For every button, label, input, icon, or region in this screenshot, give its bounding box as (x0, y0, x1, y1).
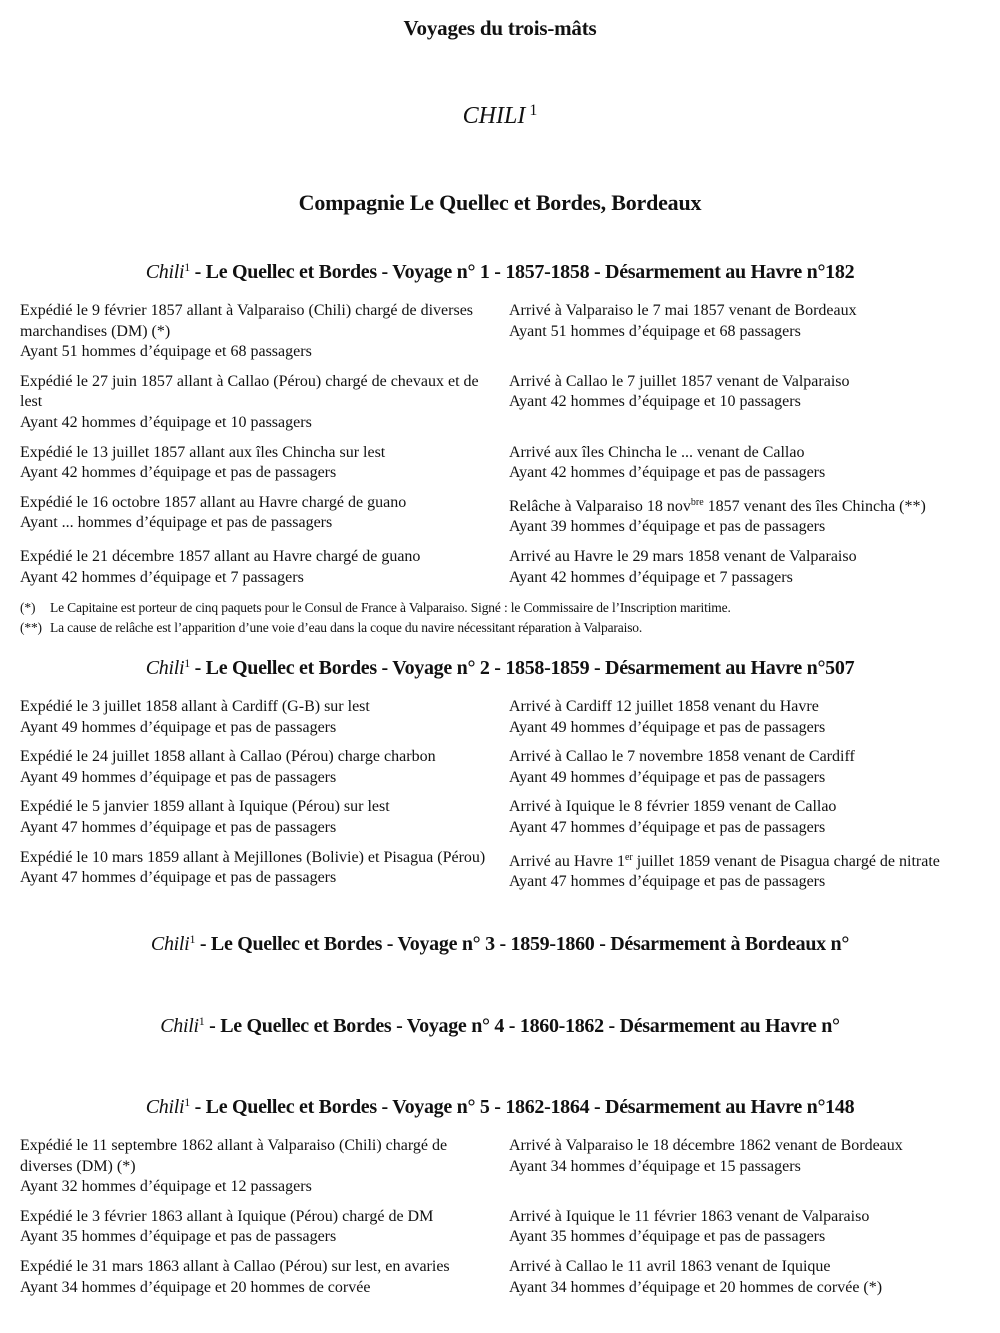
crew-text: Ayant 42 hommes d’équipage et pas de passagers (509, 464, 826, 482)
voyage-leg (20, 372, 980, 434)
voyage-leg (20, 1257, 980, 1298)
arrival-entry (509, 747, 979, 788)
crew-text: Ayant 39 hommes d’équipage et pas de passagers (509, 518, 826, 536)
voyage-note-ref: 1 (184, 1095, 190, 1109)
voyage-1-header (0, 260, 1000, 284)
ship-name: CHILI (462, 103, 526, 129)
arrival-entry (509, 547, 979, 588)
departure-entry (20, 747, 490, 788)
crew-text: Ayant 49 hommes d’équipage et pas de passagers (509, 718, 826, 736)
voyage-leg (20, 747, 980, 788)
voyage-header-text: - Le Quellec et Bordes - Voyage n° 2 - 1858-1859 - Désarmement au Havre n°507 (189, 657, 855, 679)
departure-text: Expédié le 3 juillet 1858 allant à Cardiff (G-B) sur lest (20, 698, 370, 715)
departure-entry (20, 848, 490, 893)
voyage-leg (20, 547, 980, 588)
arrival-entry (509, 301, 979, 363)
crew-text: Ayant 51 hommes d’équipage et 68 passagers (20, 343, 312, 361)
arrival-text: Arrivé au Havre le 29 mars 1858 venant de Valparaiso (509, 547, 857, 565)
departure-text: Expédié le 16 octobre 1857 allant au Havre chargé de guano (20, 493, 407, 511)
crew-text: Ayant 42 hommes d’équipage et 10 passagers (509, 393, 801, 411)
voyage-header-text: - Le Quellec et Bordes - Voyage n° 1 - 1857-1858 - Désarmement au Havre n°182 (189, 261, 855, 283)
document-title: Voyages du trois-mâts (403, 16, 597, 40)
crew-text: Ayant 42 hommes d’équipage et 7 passagers (509, 568, 793, 586)
arrival-text (509, 848, 979, 873)
voyage-ship-name: Chili (150, 933, 190, 955)
voyage-5-body (20, 1136, 980, 1307)
stopover-text-start: Relâche à Valparaiso 18 nov (509, 497, 691, 515)
arrival-text: Arrivé à Valparaiso le 7 mai 1857 venant de Bordeaux (509, 302, 857, 319)
stopover-text-end: 1857 venant des îles Chincha (**) (703, 497, 926, 515)
departure-text: Expédié le 10 mars 1859 allant à Mejillones (Bolivie) et Pisagua (Pérou) (20, 848, 486, 866)
crew-text: Ayant 49 hommes d’équipage et pas de passagers (20, 718, 337, 736)
crew-text: Ayant 47 hommes d’équipage et pas de passagers (509, 818, 826, 836)
crew-text: Ayant 42 hommes d’équipage et pas de passagers (20, 464, 337, 482)
departure-entry (20, 372, 490, 434)
stopover-entry (509, 493, 979, 538)
departure-entry (20, 1207, 490, 1248)
voyage-ship-name: Chili (145, 261, 185, 283)
departure-text: Expédié le 27 juin 1857 allant à Callao (Pérou) chargé de chevaux et de lest (20, 372, 479, 411)
crew-text: Ayant 49 hommes d’équipage et pas de passagers (509, 768, 826, 786)
abbrev-superscript: bre (690, 496, 704, 508)
ship-note-ref: 1 (529, 102, 538, 119)
footnote-mark: (*) (20, 600, 36, 615)
arrival-text: Arrivé à Callao le 7 novembre 1858 venant de Cardiff (509, 748, 855, 766)
arrival-text: Arrivé à Callao le 11 avril 1863 venant de Iquique (509, 1257, 831, 1275)
crew-text: Ayant 32 hommes d’équipage et 12 passagers (20, 1178, 312, 1196)
departure-text: Expédié le 31 mars 1863 allant à Callao (Pérou) sur lest, en avaries (20, 1257, 450, 1275)
arrival-text: Arrivé à Callao le 7 juillet 1857 venant de Valparaiso (509, 372, 850, 390)
crew-text: Ayant 47 hommes d’équipage et pas de passagers (20, 869, 337, 887)
voyage-header-text: - Le Quellec et Bordes - Voyage n° 4 - 1860-1862 - Désarmement au Havre n° (204, 1015, 840, 1037)
crew-text: Ayant 42 hommes d’équipage et 7 passagers (20, 568, 304, 586)
voyage-note-ref: 1 (184, 656, 190, 670)
voyage-1-footnotes (20, 598, 980, 638)
departure-entry (20, 547, 490, 588)
departure-text: Expédié le 21 décembre 1857 allant au Havre chargé de guano (20, 547, 421, 565)
arrival-text-end: juillet 1859 venant de Pisagua chargé de nitrate (632, 852, 940, 870)
voyage-4-header (0, 1014, 1000, 1038)
voyage-leg (20, 848, 980, 893)
departure-entry (20, 797, 490, 838)
departure-text: Expédié le 11 septembre 1862 allant à Valparaiso (Chili) chargé de diverses (DM) (*) (20, 1137, 448, 1175)
arrival-text: Arrivé à Valparaiso le 18 décembre 1862 venant de Bordeaux (509, 1137, 903, 1154)
voyage-leg (20, 697, 980, 738)
departure-entry (20, 493, 490, 538)
voyage-header-text: - Le Quellec et Bordes - Voyage n° 3 - 1859-1860 - Désarmement à Bordeaux n° (195, 933, 850, 955)
arrival-text: Arrivé à Cardiff 12 juillet 1858 venant du Havre (509, 698, 819, 715)
voyage-leg (20, 301, 980, 363)
voyage-leg (20, 1207, 980, 1248)
arrival-entry (509, 697, 979, 738)
voyage-leg (20, 1136, 980, 1198)
departure-entry (20, 1257, 490, 1298)
crew-text: Ayant 35 hommes d’équipage et pas de passagers (509, 1228, 826, 1246)
arrival-text: Arrivé à Iquique le 8 février 1859 venant de Callao (509, 798, 837, 816)
crew-text: Ayant 34 hommes d’équipage et 15 passagers (509, 1157, 801, 1175)
company-heading: Compagnie Le Quellec et Bordes, Bordeaux (298, 190, 702, 215)
crew-text: Ayant 47 hommes d’équipage et pas de passagers (20, 818, 337, 836)
voyage-leg (20, 797, 980, 838)
departure-text: Expédié le 5 janvier 1859 allant à Iquique (Pérou) sur lest (20, 798, 390, 816)
voyage-note-ref: 1 (189, 932, 196, 946)
departure-text: Expédié le 9 février 1857 allant à Valparaiso (Chili) chargé de diverses marchandises (DM) (*) (20, 302, 474, 340)
crew-text: Ayant 47 hommes d’équipage et pas de passagers (509, 873, 826, 891)
voyage-3-header (0, 932, 1000, 956)
footnote-mark: (**) (20, 620, 42, 635)
footnote-text: La cause de relâche est l’apparition d’une voie d’eau dans la coque du navire nécessitant réparation à Valparaiso. (50, 620, 643, 635)
voyage-ship-name: Chili (160, 1015, 199, 1037)
departure-entry (20, 1136, 490, 1198)
footnote (20, 598, 980, 618)
voyage-header-text: - Le Quellec et Bordes - Voyage n° 5 - 1862-1864 - Désarmement au Havre n°148 (189, 1096, 855, 1118)
departure-text: Expédié le 13 juillet 1857 allant aux îles Chincha sur lest (20, 443, 386, 461)
voyage-leg (20, 493, 980, 538)
crew-text: Ayant 51 hommes d’équipage et 68 passagers (509, 322, 801, 340)
voyage-2-body (20, 697, 980, 902)
arrival-text: Arrivé à Iquique le 11 février 1863 venant de Valparaiso (509, 1207, 870, 1225)
arrival-entry (509, 1136, 979, 1198)
arrival-entry (509, 1257, 979, 1298)
voyage-note-ref: 1 (198, 1014, 205, 1028)
stopover-text (509, 493, 979, 518)
footnote (20, 618, 980, 638)
arrival-entry (509, 1207, 979, 1248)
footnote-text: Le Capitaine est porteur de cinq paquets pour le Consul de France à Valparaiso. Signé : le Commissaire de l’Inscription maritime. (50, 600, 731, 615)
arrival-entry (509, 443, 979, 484)
ordinal-superscript: er (624, 851, 633, 863)
departure-entry (20, 301, 490, 363)
voyage-ship-name: Chili (145, 657, 185, 679)
arrival-entry (509, 797, 979, 838)
crew-text: Ayant 49 hommes d’équipage et pas de passagers (20, 768, 337, 786)
arrival-text: Arrivé aux îles Chincha le ... venant de Callao (509, 443, 805, 461)
departure-entry (20, 697, 490, 738)
crew-text: Ayant ... hommes d’équipage et pas de passagers (20, 514, 333, 532)
departure-text: Expédié le 3 février 1863 allant à Iquique (Pérou) chargé de DM (20, 1207, 434, 1225)
voyage-ship-name: Chili (145, 1096, 185, 1118)
crew-text: Ayant 34 hommes d’équipage et 20 hommes de corvée (20, 1278, 371, 1296)
arrival-entry (509, 372, 979, 434)
voyage-2-header (0, 656, 1000, 680)
departure-text: Expédié le 24 juillet 1858 allant à Callao (Pérou) charge charbon (20, 748, 436, 766)
arrival-text-start: Arrivé au Havre 1 (509, 852, 625, 870)
voyage-1-body (20, 301, 980, 597)
ship-title (0, 102, 1000, 130)
departure-entry (20, 443, 490, 484)
crew-text: Ayant 35 hommes d’équipage et pas de passagers (20, 1228, 337, 1246)
crew-text: Ayant 34 hommes d’équipage et 20 hommes de corvée (*) (509, 1278, 883, 1296)
voyage-5-header (0, 1095, 1000, 1119)
arrival-entry (509, 848, 979, 893)
voyage-leg (20, 443, 980, 484)
crew-text: Ayant 42 hommes d’équipage et 10 passagers (20, 413, 312, 431)
voyage-note-ref: 1 (184, 260, 190, 274)
